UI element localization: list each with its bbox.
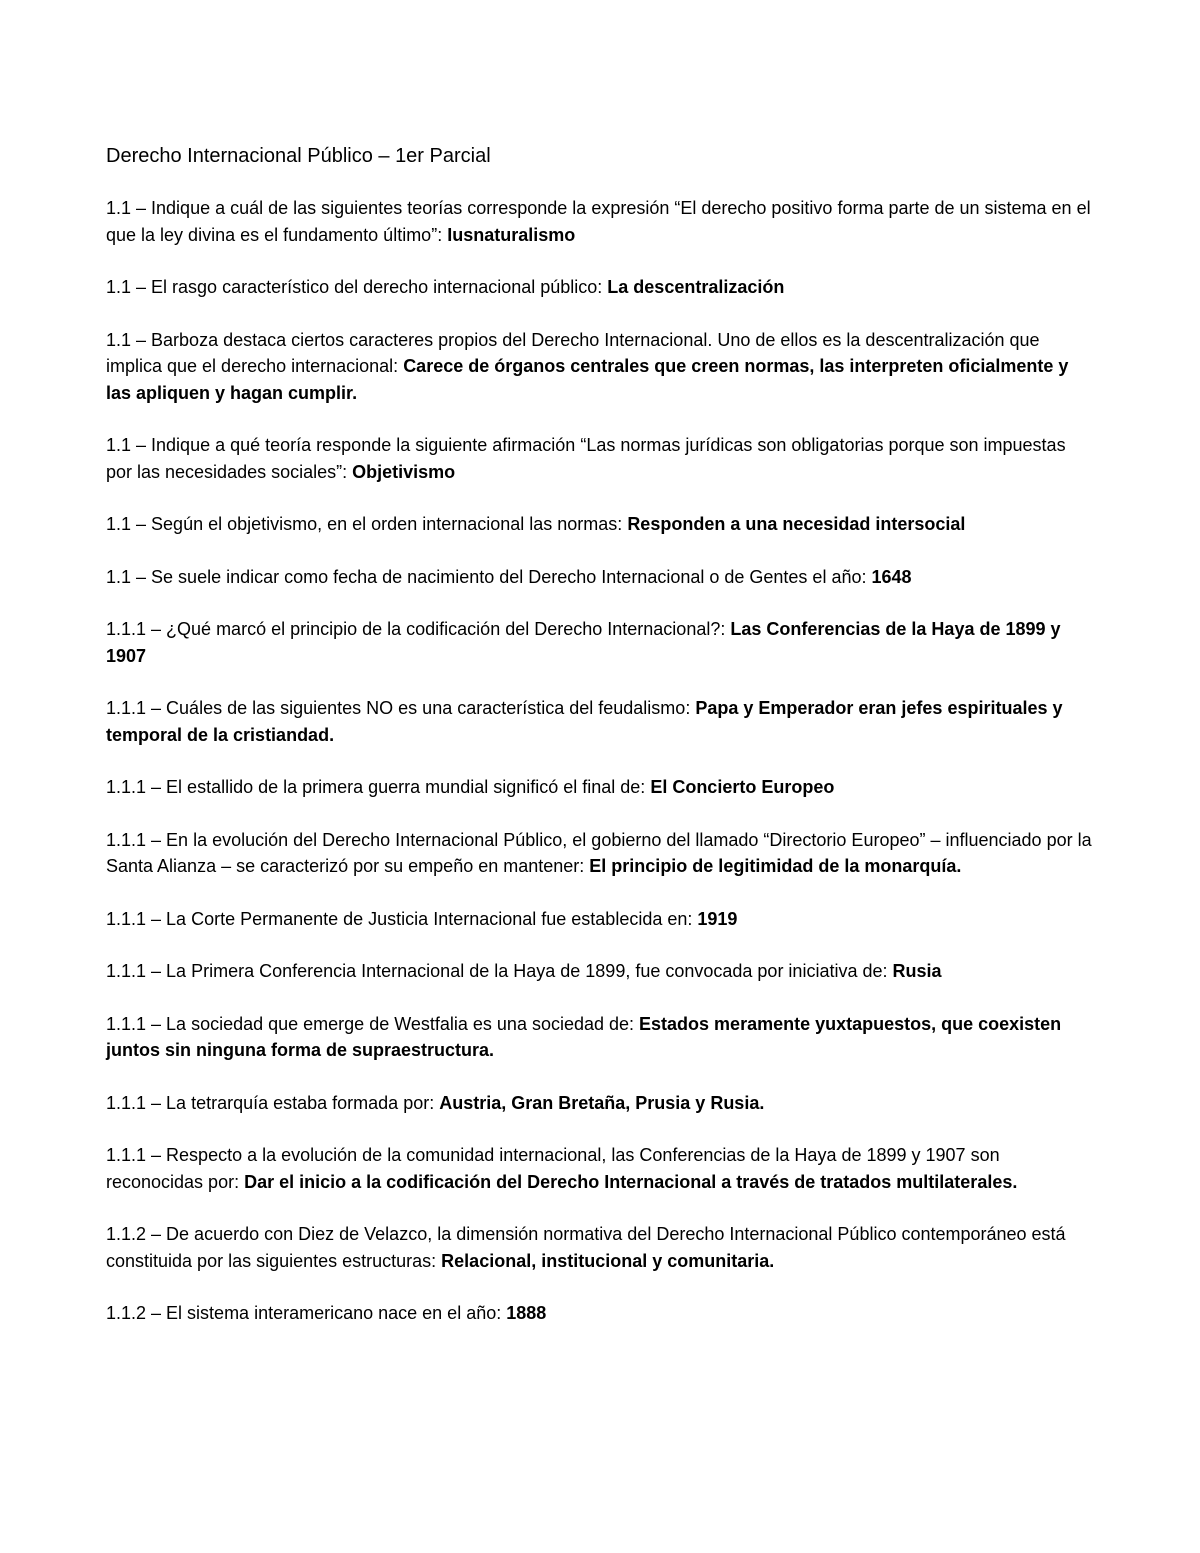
qa-item bbox=[106, 274, 1096, 301]
qa-item bbox=[106, 1011, 1096, 1064]
answer-text: Austria, Gran Bretaña, Prusia y Rusia. bbox=[439, 1092, 765, 1113]
answer-text: Carece de órganos centrales que creen normas, las interpreten oficialmente y las apliquen y hagan cumplir. bbox=[106, 356, 1069, 403]
qa-item bbox=[106, 1221, 1096, 1274]
question-text: 1.1 – Indique a cuál de las siguientes teorías corresponde la expresión “El derecho positivo forma parte de un sistema en el que la ley divina es el fundamento último”: bbox=[106, 198, 1091, 245]
question-text: 1.1.1 – La Primera Conferencia Internacional de la Haya de 1899, fue convocada por iniciativa de: bbox=[106, 961, 893, 981]
answer-text: El Concierto Europeo bbox=[650, 777, 835, 797]
answer-text: 1648 bbox=[871, 566, 912, 587]
qa-item bbox=[106, 1300, 1096, 1327]
question-text: 1.1 – Indique a qué teoría responde la siguiente afirmación “Las normas jurídicas son obligatorias porque son impuestas por las necesidades sociales”: bbox=[106, 435, 1066, 482]
question-text: 1.1.1 – Cuáles de las siguientes NO es una característica del feudalismo: bbox=[106, 698, 696, 718]
answer-text: El principio de legitimidad de la monarquía. bbox=[589, 856, 962, 876]
qa-item bbox=[106, 958, 1096, 985]
question-text: 1.1.2 – El sistema interamericano nace en el año: bbox=[106, 1303, 507, 1323]
qa-item bbox=[106, 774, 1096, 801]
qa-item bbox=[106, 906, 1096, 933]
answer-text: Las Conferencias de la Haya de 1899 y 1907 bbox=[106, 619, 1061, 666]
qa-item bbox=[106, 195, 1096, 248]
qa-item bbox=[106, 564, 1096, 591]
question-text: 1.1.1 – La tetrarquía estaba formada por: bbox=[106, 1092, 440, 1113]
question-text: 1.1.2 – De acuerdo con Diez de Velazco, la dimensión normativa del Derecho Internacional Público contemporáneo está constituida por las siguientes estructuras: bbox=[106, 1224, 1066, 1271]
question-text: 1.1.1 – La Corte Permanente de Justicia Internacional fue establecida en: bbox=[106, 908, 698, 929]
qa-item bbox=[106, 432, 1096, 485]
answer-text: Responden a una necesidad intersocial bbox=[627, 514, 966, 534]
answer-text: 1919 bbox=[697, 908, 738, 929]
question-text: 1.1.1 – La sociedad que emerge de Westfalia es una sociedad de: bbox=[106, 1013, 640, 1034]
answer-text: Rusia bbox=[892, 961, 942, 981]
question-text: 1.1 – El rasgo característico del derecho internacional público: bbox=[106, 277, 608, 297]
question-text: 1.1.1 – En la evolución del Derecho Internacional Público, el gobierno del llamado “Directorio Europeo” – influenciado por la Santa Alianza – se caracterizó por su empeño en mantener: bbox=[106, 829, 1092, 876]
answer-text: 1888 bbox=[506, 1303, 547, 1323]
qa-item bbox=[106, 827, 1096, 880]
qa-item bbox=[106, 1090, 1096, 1117]
answer-text: Relacional, institucional y comunitaria. bbox=[441, 1250, 775, 1271]
question-text: 1.1.1 – El estallido de la primera guerra mundial significó el final de: bbox=[106, 777, 651, 797]
answer-text: Objetivismo bbox=[352, 461, 456, 482]
answer-text: Papa y Emperador eran jefes espirituales y temporal de la cristiandad. bbox=[106, 698, 1063, 745]
answer-text: La descentralización bbox=[607, 277, 785, 297]
question-text: 1.1 – Según el objetivismo, en el orden internacional las normas: bbox=[106, 514, 628, 534]
answer-text: Estados meramente yuxtapuestos, que coexisten juntos sin ninguna forma de supraestructura. bbox=[106, 1013, 1062, 1060]
document-page bbox=[106, 142, 1096, 1353]
question-text: 1.1 – Barboza destaca ciertos caracteres propios del Derecho Internacional. Uno de ellos es la descentralización que implica que el derecho internacional: bbox=[106, 329, 1040, 376]
qa-item bbox=[106, 695, 1096, 748]
question-text: 1.1.1 – Respecto a la evolución de la comunidad internacional, las Conferencias de la Haya de 1899 y 1907 son reconocidas por: bbox=[106, 1145, 1000, 1192]
qa-item bbox=[106, 327, 1096, 407]
qa-item bbox=[106, 616, 1096, 669]
question-text: 1.1 – Se suele indicar como fecha de nacimiento del Derecho Internacional o de Gentes el año: bbox=[106, 566, 872, 587]
answer-text: Iusnaturalismo bbox=[447, 224, 576, 245]
qa-item bbox=[106, 511, 1096, 538]
answer-text: Dar el inicio a la codificación del Derecho Internacional a través de tratados multilaterales. bbox=[244, 1171, 1018, 1192]
qa-item bbox=[106, 1142, 1096, 1195]
question-text: 1.1.1 – ¿Qué marcó el principio de la codificación del Derecho Internacional?: bbox=[106, 619, 731, 639]
document-title: Derecho Internacional Público – 1er Parcial bbox=[106, 145, 491, 167]
